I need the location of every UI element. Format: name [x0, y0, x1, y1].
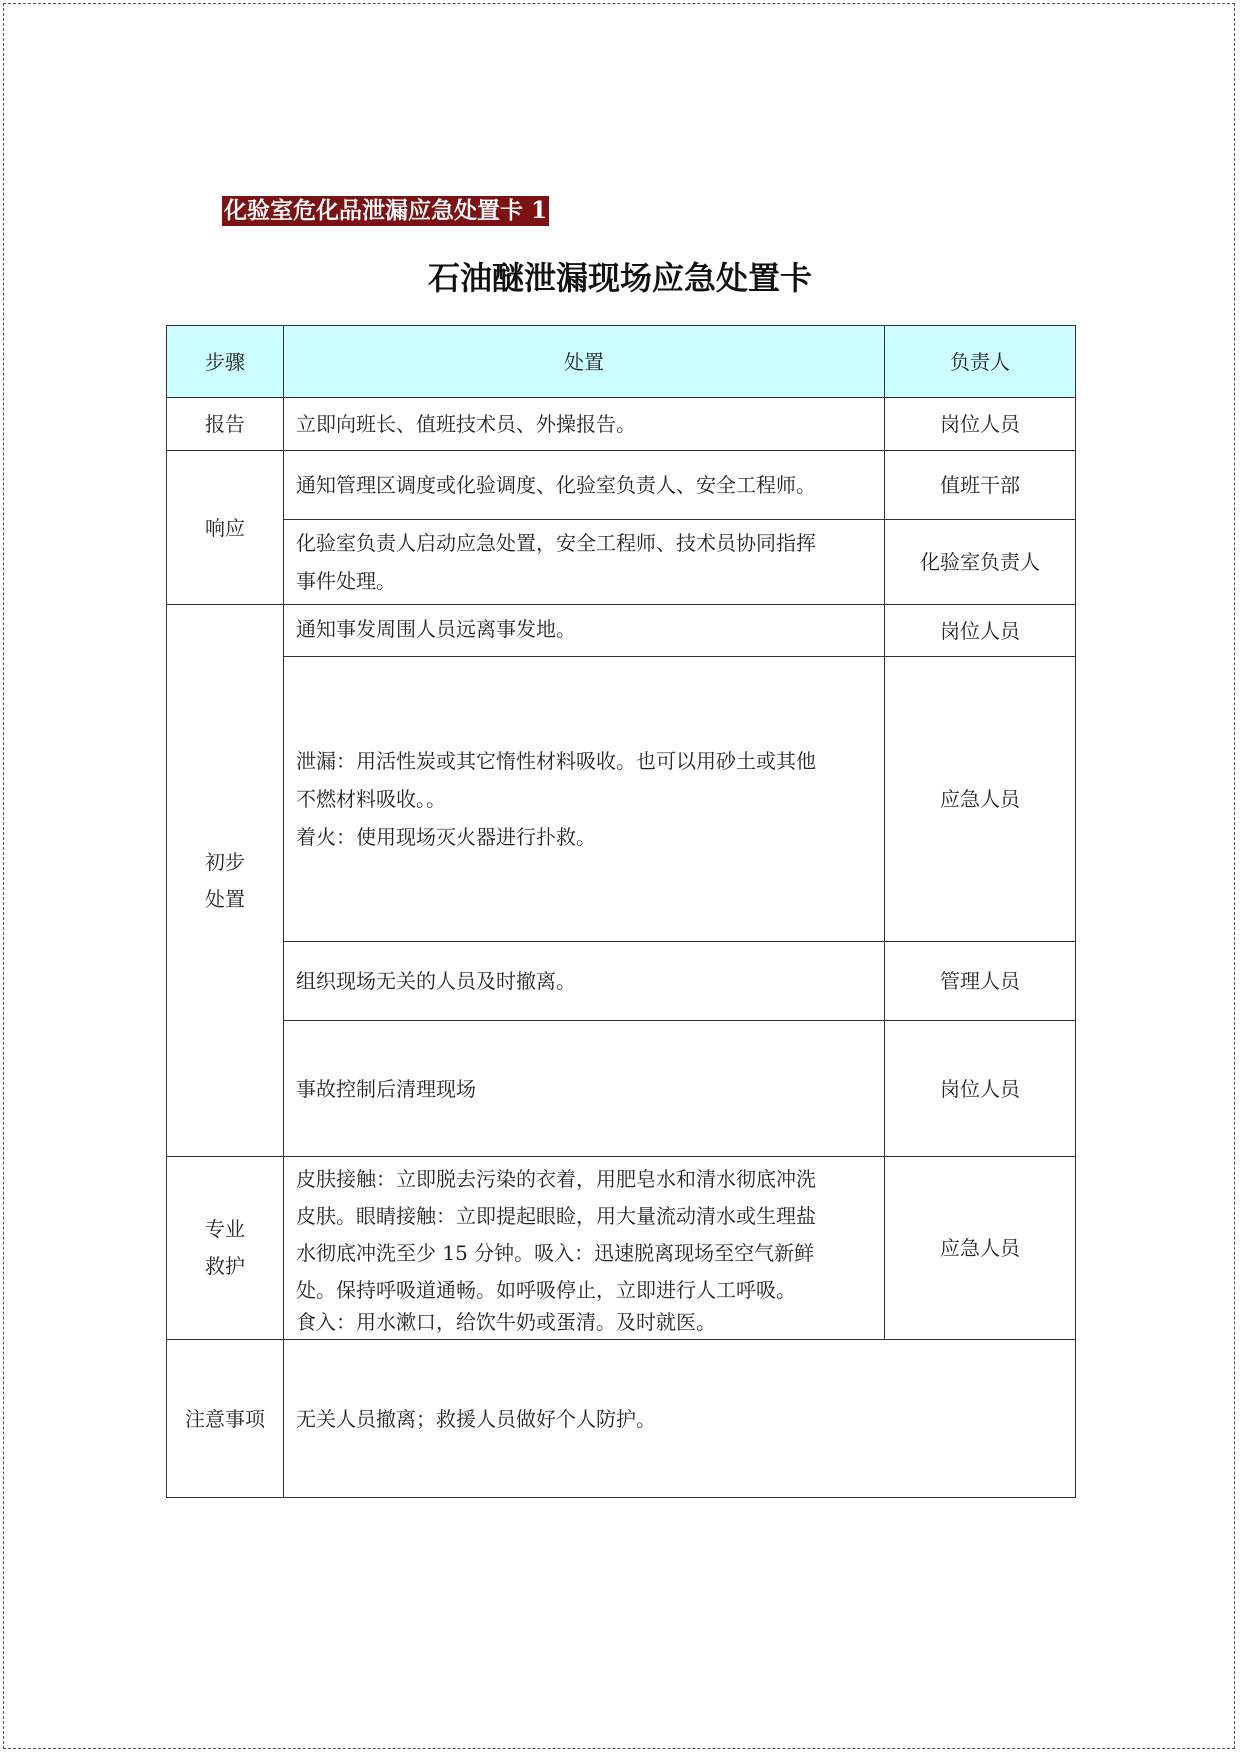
step-response: 响应: [167, 451, 284, 605]
owner-rescue: 应急人员: [885, 1157, 1076, 1340]
table-row: [167, 398, 1076, 451]
action-line: 处。保持呼吸道通畅。如呼吸停止，立即进行人工呼吸。: [296, 1278, 796, 1302]
table-row: [167, 520, 1076, 605]
step-line: 救护: [205, 1254, 245, 1278]
header-action: 处置: [284, 326, 885, 398]
owner-initial-4: 岗位人员: [885, 1021, 1076, 1157]
owner-response-1: 值班干部: [885, 451, 1076, 520]
table-row: [167, 1157, 1076, 1340]
owner-initial-2: 应急人员: [885, 657, 1076, 942]
step-notes: 注意事项: [167, 1340, 284, 1498]
step-line: 初步: [205, 849, 245, 874]
step-report: 报告: [167, 398, 284, 451]
step-rescue: [167, 1157, 284, 1340]
notes-text: 无关人员撤离；救援人员做好个人防护。: [284, 1340, 1076, 1498]
action-line: 水彻底冲洗至少 15 分钟。吸入：迅速脱离现场至空气新鲜: [296, 1241, 815, 1265]
owner-initial-3: 管理人员: [885, 942, 1076, 1021]
document-title: 石油醚泄漏现场应急处置卡: [427, 259, 812, 297]
action-initial-2: [284, 657, 885, 942]
action-line: 事件处理。: [296, 569, 396, 593]
step-initial: [167, 605, 284, 1157]
header-step: 步骤: [167, 326, 284, 398]
action-initial-4: 事故控制后清理现场: [284, 1021, 885, 1157]
table-row: [167, 1021, 1076, 1157]
action-report: 立即向班长、值班技术员、外操报告。: [284, 398, 885, 451]
owner-report: 岗位人员: [885, 398, 1076, 451]
action-line: 皮肤接触：立即脱去污染的衣着，用肥皂水和清水彻底冲洗: [296, 1167, 816, 1191]
step-line: 处置: [205, 886, 245, 911]
action-line: 食入：用水漱口，给饮牛奶或蛋清。及时就医。: [296, 1310, 716, 1334]
table-header-row: [167, 326, 1076, 398]
action-rescue: [284, 1157, 885, 1340]
table-row: [167, 942, 1076, 1021]
emergency-card-table: [166, 325, 1076, 1498]
action-response-2: [284, 520, 885, 605]
owner-initial-1: 岗位人员: [885, 605, 1076, 657]
table-row: [167, 657, 1076, 942]
action-initial-1: 通知事发周围人员远离事发地。: [284, 605, 885, 657]
action-line: 泄漏：用活性炭或其它惰性材料吸收。也可以用砂土或其他: [296, 749, 816, 773]
action-initial-3: 组织现场无关的人员及时撤离。: [284, 942, 885, 1021]
table-row: [167, 1340, 1076, 1498]
action-line: 不燃材料吸收。。: [296, 787, 446, 811]
header-owner: 负责人: [885, 326, 1076, 398]
action-line: 化验室负责人启动应急处置，安全工程师、技术员协同指挥: [296, 531, 816, 555]
owner-response-2: 化验室负责人: [885, 520, 1076, 605]
action-line: 着火：使用现场灭火器进行扑救。: [296, 825, 596, 849]
action-response-1: 通知管理区调度或化验调度、化验室负责人、安全工程师。: [284, 451, 885, 520]
action-line: 皮肤。眼睛接触：立即提起眼睑，用大量流动清水或生理盐: [296, 1204, 816, 1228]
table-row: [167, 605, 1076, 657]
table-row: [167, 451, 1076, 520]
card-label: 化验室危化品泄漏应急处置卡 1: [224, 197, 548, 224]
step-line: 专业: [205, 1217, 245, 1241]
